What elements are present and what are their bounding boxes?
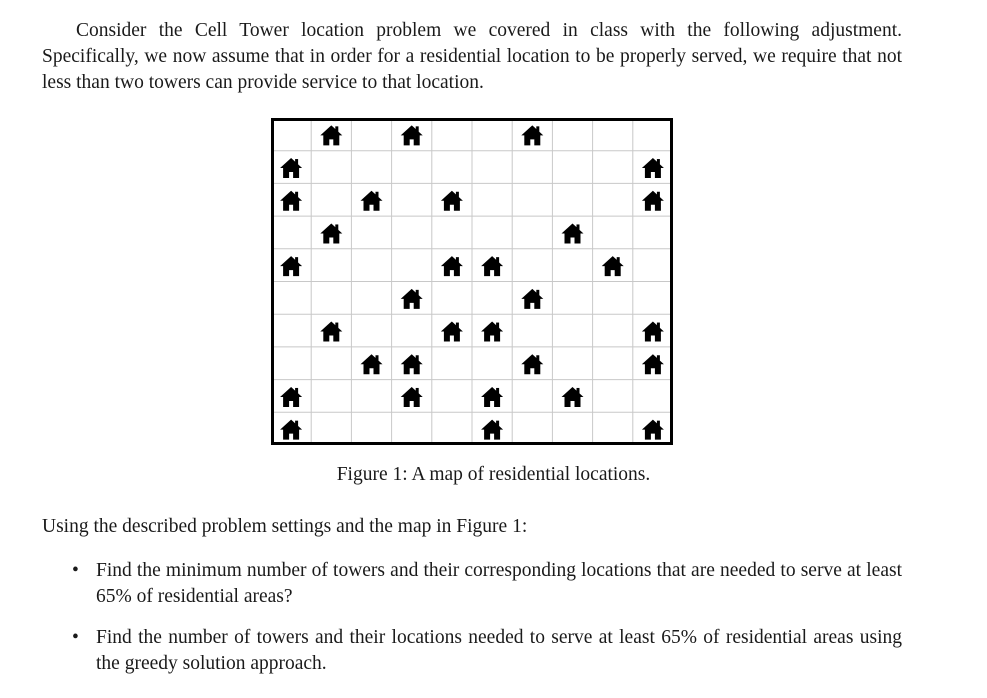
intro-paragraph: Consider the Cell Tower location problem we covered in class with the following adjustment. Specifically, we now assume that in order for a residential location to be properly served, we require that not less than two towers can provide service to that location. xyxy=(42,20,902,93)
figure-caption: Figure 1: A map of residential locations. xyxy=(336,464,651,485)
list-item xyxy=(72,558,902,610)
bullet-text: Find the minimum number of towers and their corresponding locations that are needed to serve at least 65% of residential areas? xyxy=(96,560,902,607)
list-item xyxy=(72,625,902,677)
bullet-dot: • xyxy=(72,627,79,648)
bullet-text: Find the number of towers and their locations needed to serve at least 65% of residential areas using the greedy solution approach. xyxy=(96,627,902,674)
bullet-dot: • xyxy=(72,560,79,581)
usage-text: Using the described problem settings and the map in Figure 1: xyxy=(42,516,528,537)
bullet-list-2 xyxy=(72,625,902,677)
residential-map xyxy=(271,118,673,445)
bullet-list-1 xyxy=(72,558,902,610)
